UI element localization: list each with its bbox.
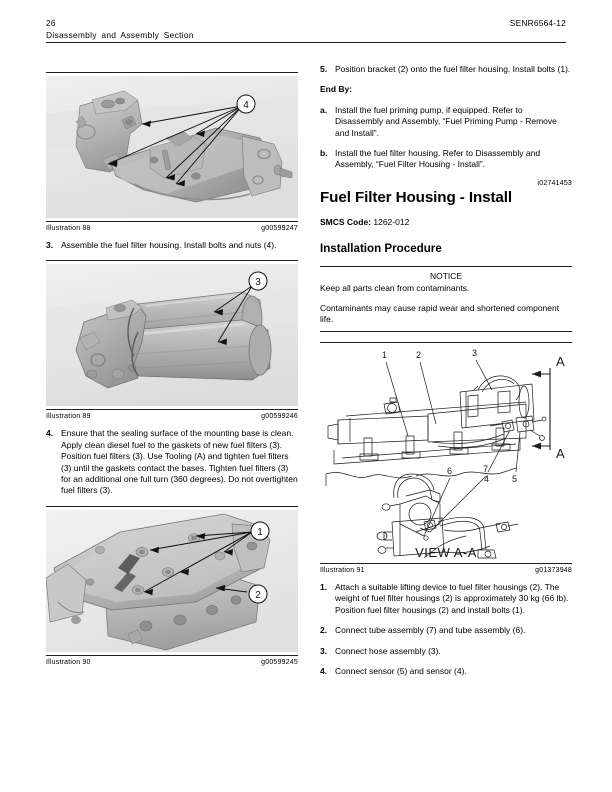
figure-91-top-rule [320,342,572,343]
figure-90-code: g00599245 [261,658,298,666]
figure-91-callout-1: 1 [382,349,388,360]
figure-89-photo [46,264,298,406]
left-column [46,72,298,674]
figure-91-callout-4: 4 [484,473,490,484]
figure-91-section-mark-a-top: A [556,353,565,369]
page-header [46,18,566,43]
left-step-4 [46,428,298,496]
figure-88-top-rule [46,72,298,73]
left-step-4-text: Ensure that the sealing surface of the mounting base is clean. Apply clean diesel fuel to the gaskets of new fuel filters (3). Position fuel filters (3). Use Tooling (A) and tighten fuel filters (3) until the gaskets contact the bases. Tighten fuel filters (3) for an additional one full turn (360 degrees). Do not overtighten fuel filters (3). [61,428,298,496]
figure-91-callout-7: 7 [483,463,489,474]
figure-90-callout-1: 1 [257,526,263,538]
figure-91-callout-6: 6 [447,465,453,476]
procedure-title: Installation Procedure [320,242,442,256]
end-by-item-b-text: Install the fuel filter housing. Refer to Disassembly and Assembly, “Fuel Filter Housing - Install”. [335,148,541,170]
figure-88-callout-4: 4 [243,100,249,111]
notice-bottom-rule [320,331,572,332]
figure-89 [46,260,298,420]
left-step-3-text: Assemble the fuel filter housing. Install bolts and nuts (4). [61,240,277,250]
right-step-5-number: 5. [320,64,328,74]
left-step-4-number: 4. [46,428,54,439]
install-step-3 [320,646,572,657]
install-step-3-text: Connect hose assembly (3). [335,645,441,656]
end-by-item-a [320,105,572,139]
smcs-value: 1262-012 [373,216,410,227]
figure-91-callout-3: 3 [472,347,478,358]
figure-90-callout-2: 2 [255,589,261,601]
notice-block [320,266,572,332]
end-by-item-a-text: Install the fuel priming pump, if equipped. Refer to Disassembly and Assembly, “Fuel Priming Pump - Remove and Install”. [335,104,557,138]
right-column [320,64,572,686]
figure-91-caption: Illustration 91 [320,566,365,574]
figure-91 [320,342,572,574]
install-step-2-number: 2. [320,625,328,636]
figure-91-view-label: VIEW A-A [415,544,477,560]
end-by-label: End By: [320,84,353,95]
smcs-code-line [320,217,572,228]
right-step-5-text: Position bracket (2) onto the fuel filter housing. Install bolts (1). [335,64,571,74]
notice-line-1: Keep all parts clean from contaminants. [320,282,470,293]
figure-88-caption: Illustration 88 [46,225,91,232]
figure-90-top-rule [46,506,298,507]
figure-89-caption: Illustration 89 [46,413,91,421]
document-number: SENR6564-12 [509,18,566,28]
end-by-item-a-number: a. [320,104,328,115]
install-step-4 [320,666,572,677]
figure-91-section-mark-a-bottom: A [556,445,565,461]
install-step-1-text: Attach a suitable lifting device to fuel filter housings (2). The weight of fuel filter housings (2) is approximately 30 kg (66 lb). Position fuel filter housings (2) and install bolts (1). [335,581,569,615]
smcs-label: SMCS Code: [320,216,371,227]
figure-90 [46,506,298,666]
section-name: Disassembly and Assembly Section [46,30,194,40]
figure-91-callout-5: 5 [512,473,518,484]
end-by-item-b-number: b. [320,148,328,159]
figure-88-photo [46,76,298,218]
left-step-3-number: 3. [46,240,54,250]
install-step-4-number: 4. [320,665,328,676]
notice-top-rule [320,266,572,267]
figure-91-callout-2: 2 [416,349,422,360]
figure-91-code: g01373948 [535,566,572,574]
figure-89-top-rule [46,260,298,261]
install-step-2-text: Connect tube assembly (7) and tube assembly (6). [335,625,526,636]
header-divider [46,42,566,43]
figure-88 [46,72,298,232]
media-code: i02741453 [537,179,572,187]
figure-89-callout-3: 3 [255,277,261,289]
figure-89-code: g00599246 [261,413,298,421]
left-step-3 [46,240,298,251]
install-step-2 [320,625,572,636]
install-step-1 [320,582,572,616]
notice-line-2: Contaminants may cause rapid wear and shortened component life. [320,303,560,325]
figure-90-photo [46,510,298,652]
figure-88-code: g00599247 [261,225,298,232]
install-step-3-number: 3. [320,645,328,656]
end-by-item-b [320,148,572,171]
install-step-4-text: Connect sensor (5) and sensor (4). [335,665,467,676]
figure-91-drawing [320,346,572,560]
page-number: 26 [46,18,56,28]
page-title: Fuel Filter Housing - Install [320,188,513,206]
figure-90-caption: Illustration 90 [46,658,91,666]
right-step-5 [320,64,572,75]
notice-title: NOTICE [429,271,463,282]
install-step-1-number: 1. [320,581,328,592]
